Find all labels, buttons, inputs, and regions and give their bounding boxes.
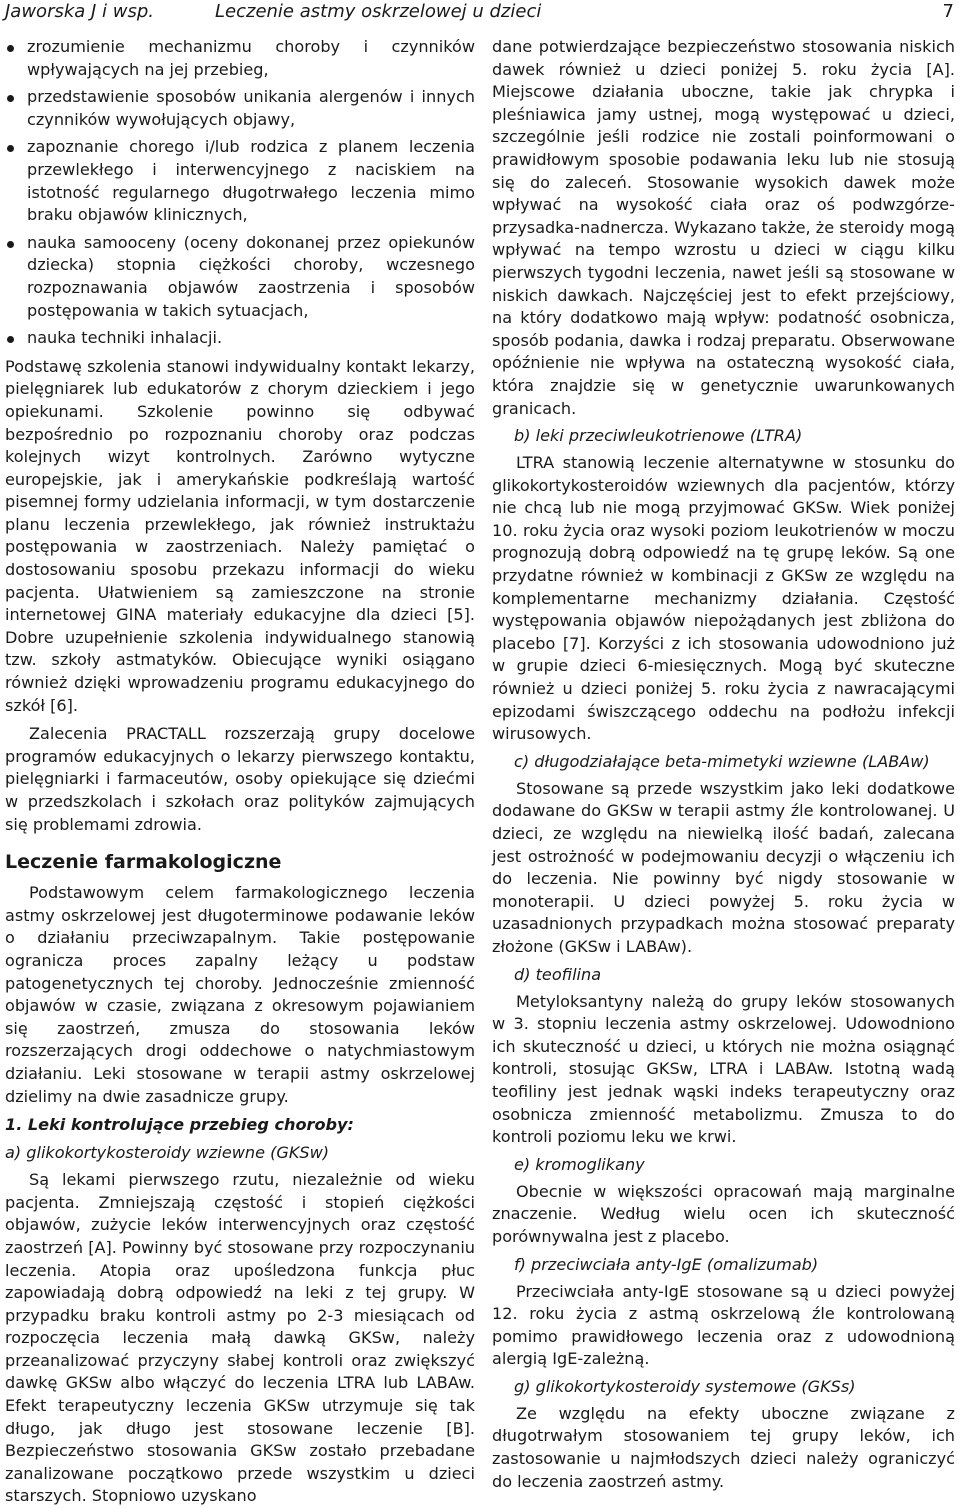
paragraph: Zalecenia PRACTALL rozszerzają grupy docelowe programów edukacyjnych o lekarzy pierwszego kontaktu, pielęgniarki i farmaceutów, osoby opiekujące się dziećmi w przedszkolach i szkołach oraz polityków zajmujących się problemami zdrowia. [5,724,475,834]
subsection-heading: c) długodziałające beta-mimetyki wziewne (LABAw) [514,751,930,771]
paragraph: Są lekami pierwszego rzutu, niezależnie od wieku pacjenta. Zmniejszają częstość i stopień ciężkości objawów, zużycie leków interwencyjnych oraz częstość zaostrzeń [A]. Powinny być stosowane przy rozpoczynaniu leczenia. Atopia oraz upośledzona funkcja płuc zapowiadają dobrą odpowiedź na leki z tej grupy. W przypadku braku kontroli astmy po 2-3 miesiącach od rozpoczęcia leczenia małą dawką GKSw, należy przeanalizować przyczyny słabej kontroli oraz zwiększyć dawkę GKSw albo włączyć do leczenia LTRA lub LABAw. Efekt terapeutyczny leczenia GKSw utrzymuje się tak długo, jak długo jest stosowane leczenie [B]. Bezpieczeństwo stosowania GKSw zostało przebadane zanalizowane początkowo przede wszystkim u dzieci starszych. Stopniowo uzyskano [5,1170,475,1506]
list-item: nauka samooceny (oceny dokonanej przez opiekunów dziecka) stopnia ciężkości choroby, wczesnego rozpoznawania objawów zaostrzenia i sposobów postępowania w takich sytuacjach, [5,232,475,322]
subsection-heading: a) glikokortykosteroidy wziewne (GKSw) [5,1143,330,1163]
numbered-heading: 1. Leki kontrolujące przebieg choroby: [5,1115,354,1135]
bullet-icon [7,241,14,248]
paragraph: Przeciwciała anty-IgE stosowane są u dzieci powyżej 12. roku życia z astmą oskrzelową źle kontrolowaną pomimo prawidłowego leczenia oraz z udowodnioną alergią IgE-zależną. [492,1281,955,1369]
running-header [5,0,954,28]
list-item: zrozumienie mechanizmu choroby i czynników wpływających na jej przebieg, [5,36,475,81]
right-column [492,36,955,1493]
subsection-heading: b) leki przeciwleukotrienowe (LTRA) [514,426,803,446]
list-item: przedstawienie sposobów unikania alergenów i innych czynników wywołujących objawy, [5,86,475,131]
paragraph: Podstawowym celem farmakologicznego leczenia astmy oskrzelowej jest długoterminowe podawanie leków o działaniu przeciwzapalnym. Takie postępowanie ogranicza proces zapalny leżący u podstaw patogenetycznych tej choroby. Jednocześnie zmienność objawów w czasie, związana z okresowym pojawianiem się zaostrzeń, zmusza do stosowania leków rozszerzających drogi oddechowe o natychmiastowym działaniu. Leki stosowane w terapii astmy oskrzelowej dzielimy na dwie zasadnicze grupy. [5,883,475,1106]
header-authors: Jaworska J i wsp. [5,1,155,22]
education-bullet-list [5,36,475,350]
paragraph: Obecnie w większości opracowań mają marginalne znaczenie. Według wielu ocen ich skuteczność porównywalna jest z placebo. [492,1181,955,1246]
bullet-icon [7,145,14,152]
paragraph: Metyloksantyny należą do grupy leków stosowanych w 3. stopniu leczenia astmy oskrzelowej. Udowodniono ich skuteczność u dzieci, u których nie można osiągnąć kontroli, stosując GKSw, LTRA i LABAw. Istotną wadą teofiliny jest jednak wąski indeks terapeutyczny oraz osobnicza zmienność metabolizmu. Zmusza to do kontroli poziomu leku we krwi. [492,991,955,1147]
bullet-icon [7,95,14,102]
subsection-heading: f) przeciwciała anty-IgE (omalizumab) [514,1254,819,1274]
subsection-heading: d) teofilina [514,964,602,984]
bullet-icon [7,45,14,52]
bullet-icon [7,336,14,343]
header-title: Leczenie astmy oskrzelowej u dzieci [215,1,542,22]
paragraph: Stosowane są przede wszystkim jako leki dodatkowe dodawane do GKSw w terapii astmy źle kontrolowanej. U dzieci, ze względu na niewielką ilość badań, zalecana jest ostrożność w podejmowaniu decyzji o włączeniu ich do leczenia. Nie powinny być nigdy stosowanie w monoterapii. U dzieci powyżej 5. roku życia w uzasadnionych przypadkach można stosować preparaty złożone (GKSw i LABAw). [492,778,955,956]
subsection-heading: g) glikokortykosteroidy systemowe (GKSs) [514,1376,856,1396]
list-item: zapoznanie chorego i/lub rodzica z planem leczenia przewlekłego i interwencyjnego z naciskiem na istotność regularnego długotrwałego leczenia mimo braku objawów klinicznych, [5,136,475,226]
paragraph: dane potwierdzające bezpieczeństwo stosowania niskich dawek również u dzieci poniżej 5. roku życia [A]. Miejscowe działania uboczne, takie jak chrypka i pleśniawica jamy ustnej, mogą występować u dzieci, szczególnie jeśli rodzice nie zostali poinformowani o prawidłowym sposobie podawania leku lub nie stosują się do zaleceń. Stosowanie wysokich dawek może wpływać na wysokość ciała oraz oś podwzgórze-przysadka-nadnercza. Wykazano także, że steroidy mogą wpływać na tempo wzrostu u dzieci w ciągu kilku pierwszych tygodni leczenia, nawet jeśli są stosowane w niskich dawkach. Najczęściej jest to efekt przejściowy, na który dodatkowo mają wpływ: podatność osobnicza, sposób podania, dawka i rodzaj preparatu. Obserwowane opóźnienie nie wpływa na ostateczną wysokość ciała, która znajdzie się w genetycznie uwarunkowanych granicach. [492,37,955,418]
subsection-heading: e) kromoglikany [514,1154,645,1174]
section-heading: Leczenie farmakologiczne [5,851,282,874]
list-item: nauka techniki inhalacji. [5,327,475,350]
paragraph: LTRA stanowią leczenie alternatywne w stosunku do glikokortykosteroidów wziewnych dla pacjentów, którzy nie chcą lub nie mogą przyjmować GKSw. Wiek poniżej 10. roku życia oraz wysoki poziom leukotrienów w moczu prognozują dobrą odpowiedź na tę grupę leków. Są one przydatne również w kombinacji z GKSw ze względu na komplementarne mechanizmy działania. Częstość występowania objawów niepożądanych jest zbliżona do placebo [7]. Korzyści z ich stosowania udowodniono już w grupie dzieci 6-miesięcznych. Mogą być skuteczne również u dzieci poniżej 5. roku życia z nawracającymi epizodami świszczącego oddechu na podłożu infekcji wirusowych. [492,453,955,744]
paragraph: Ze względu na efekty uboczne związane z długotrwałym stosowaniem tej grupy leków, ich zastosowanie u najmłodszych dzieci należy ograniczyć do leczenia zaostrzeń astmy. [492,1403,955,1491]
left-column [5,36,475,1508]
paragraph: Podstawę szkolenia stanowi indywidualny kontakt lekarzy, pielęgniarek lub edukatorów z chorym dzieckiem i jego opiekunami. Szkolenie powinno się odbywać bezpośrednio po rozpoznaniu choroby oraz podczas kolejnych wizyt kontrolnych. Zarówno wytyczne europejskie, jak i amerykańskie podkreślają wartość pisemnej formy udzielania informacji, w tym dostarczenie planu leczenia przewlekłego, jak również instruktażu postępowania w zaostrzeniach. Należy pamiętać o dostosowaniu sposobu przekazu informacji do wieku pacjenta. Ułatwieniem są zamieszczone na stronie internetowej GINA materiały edukacyjne dla dzieci [5]. Dobre uzupełnienie szkolenia indywidualnego stanowią tzw. szkoły astmatyków. Obiecujące wyniki osiągano również dzięki wprowadzeniu programu edukacyjnego do szkół [6]. [5,356,475,715]
page-number: 7 [942,1,954,22]
